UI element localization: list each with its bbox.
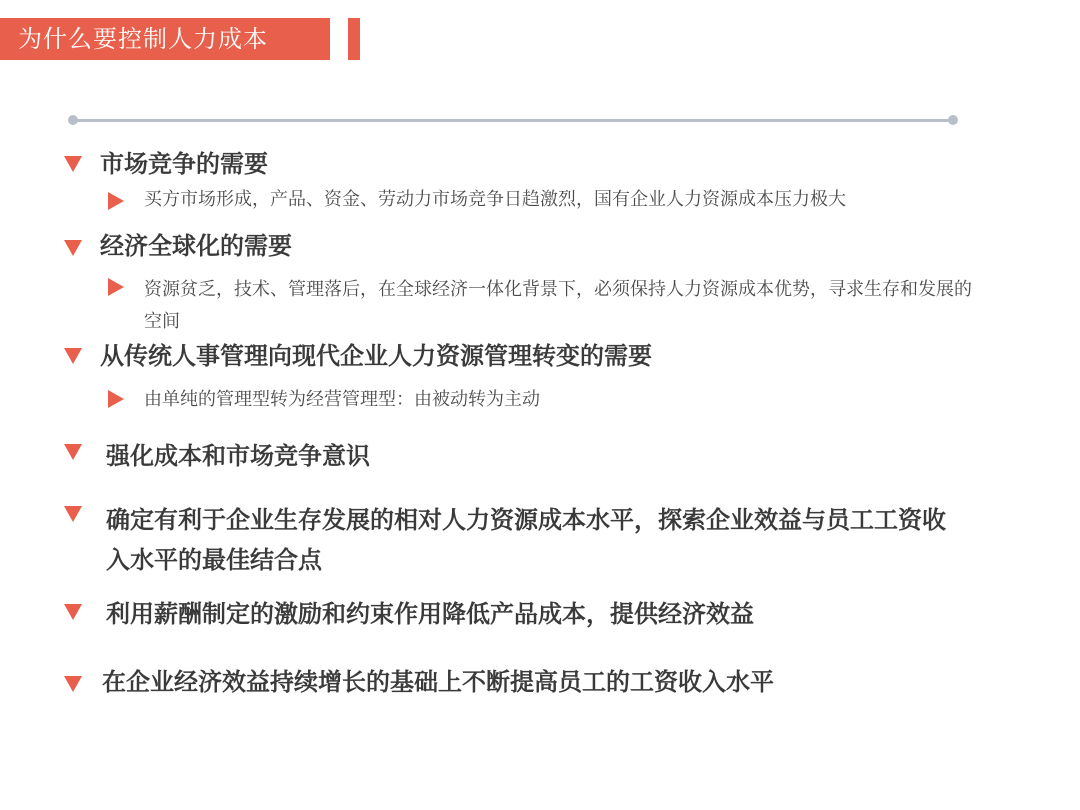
bullet-triangle-down-icon xyxy=(64,240,82,256)
title-accent-block xyxy=(348,18,360,60)
point-heading: 强化成本和市场竞争意识 xyxy=(106,442,370,470)
point-detail: 资源贫乏，技术、管理落后，在全球经济一体化背景下，必须保持人力资源成本优势，寻求生存和发展的空间 xyxy=(144,279,972,332)
point-heading: 利用薪酬制定的激励和约束作用降低产品成本，提供经济效益 xyxy=(106,600,754,628)
point-detail: 买方市场形成，产品、资金、劳动力市场竞争日趋激烈，国有企业人力资源成本压力极大 xyxy=(144,189,846,210)
point-heading: 市场竞争的需要 xyxy=(100,150,268,178)
bullet-triangle-down-icon xyxy=(64,604,82,620)
divider-dot-left xyxy=(68,115,78,125)
bullet-triangle-down-icon xyxy=(64,506,82,522)
slide-title: 为什么要控制人力成本 xyxy=(18,25,268,53)
divider-dot-right xyxy=(948,115,958,125)
point-heading: 经济全球化的需要 xyxy=(100,232,292,260)
point-detail: 由单纯的管理型转为经营管理型：由被动转为主动 xyxy=(144,389,540,410)
point-heading: 从传统人事管理向现代企业人力资源管理转变的需要 xyxy=(100,342,652,370)
point-heading: 确定有利于企业生存发展的相对人力资源成本水平，探索企业效益与员工工资收入水平的最佳结合点 xyxy=(106,506,946,574)
bullet-triangle-right-icon xyxy=(108,192,124,210)
bullet-triangle-down-icon xyxy=(64,348,82,364)
divider-line xyxy=(72,119,954,122)
bullet-triangle-right-icon xyxy=(108,278,124,296)
point-heading: 在企业经济效益持续增长的基础上不断提高员工的工资收入水平 xyxy=(102,668,774,696)
bullet-triangle-down-icon xyxy=(64,676,82,692)
bullet-triangle-right-icon xyxy=(108,390,124,408)
title-bar xyxy=(0,18,330,60)
bullet-triangle-down-icon xyxy=(64,156,82,172)
bullet-triangle-down-icon xyxy=(64,444,82,460)
